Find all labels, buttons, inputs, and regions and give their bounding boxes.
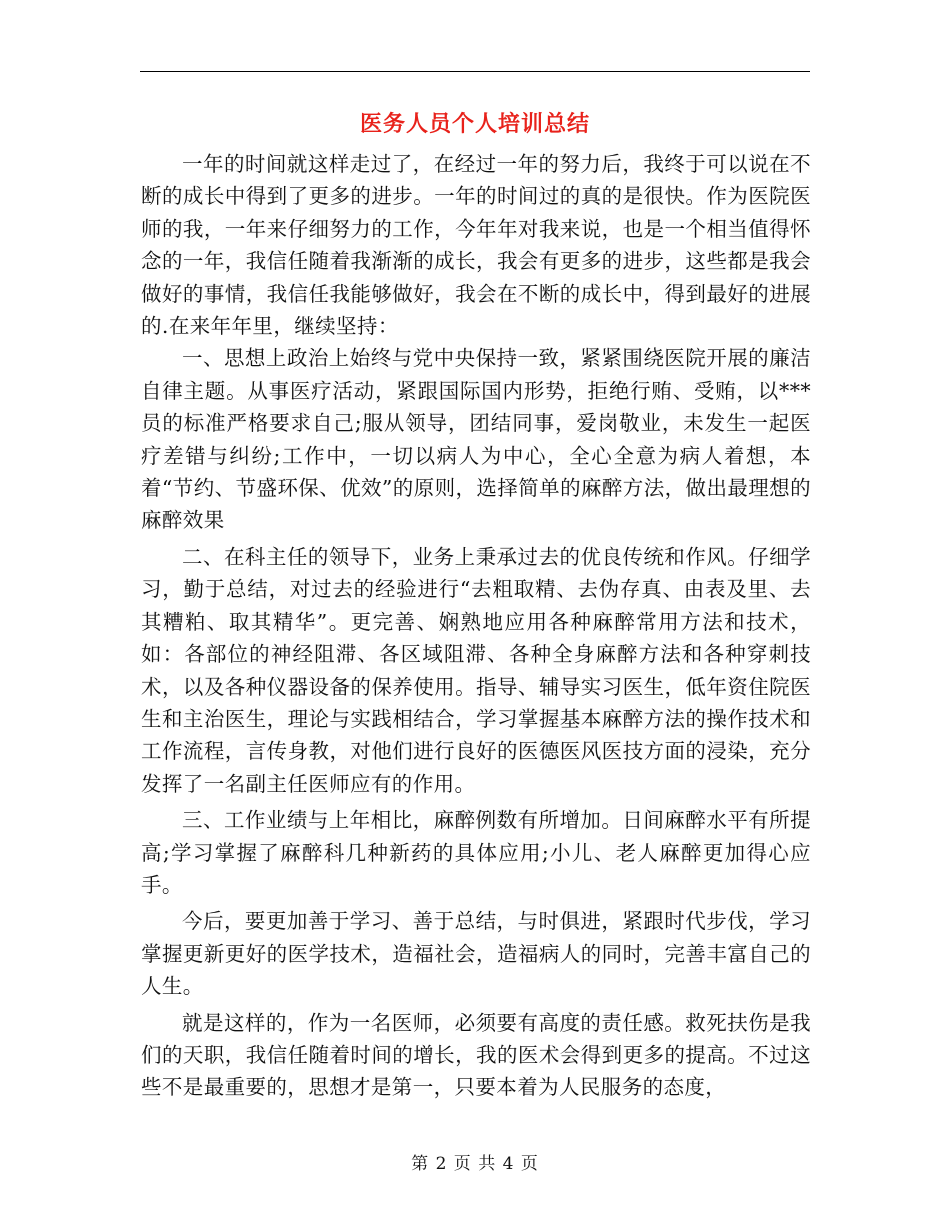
paragraph-point-3: 三、工作业绩与上年相比，麻醉例数有所增加。日间麻醉水平有所提高;学习掌握了麻醉科几种新药的具体应用;小儿、老人麻醉更加得心应手。 [141,808,811,897]
header-rule [140,71,810,72]
document-body [141,148,811,1104]
paragraph-point-1: 一、思想上政治上始终与党中央保持一致，紧紧围绕医院开展的廉洁自律主题。从事医疗活动，紧跟国际国内形势，拒绝行贿、受贿，以***员的标准严格要求自己;服从领导，团结同事，爱岗敬业，未发生一起医疗差错与纠纷;工作中，一切以病人为中心，全心全意为病人着想，本着“节约、节盛环保、优效”的原则，选择简单的麻醉方法，做出最理想的麻醉效果 [141,346,811,533]
paragraph-intro: 一年的时间就这样走过了，在经过一年的努力后，我终于可以说在不断的成长中得到了更多的进步。一年的时间过的真的是很快。作为医院医师的我，一年来仔细努力的工作，今年年对我来说，也是一个相当值得怀念的一年，我信任随着我渐渐的成长，我会有更多的进步，这些都是我会做好的事情，我信任我能够做好，我会在不断的成长中，得到最好的进展的.在来年年里，继续坚持： [141,152,811,339]
page-title: 医务人员个人培训总结 [359,111,590,137]
paragraph-point-2: 二、在科主任的领导下，业务上秉承过去的优良传统和作风。仔细学习，勤于总结，对过去的经验进行“去粗取精、去伪存真、由表及里、去其糟粕、取其精华”。更完善、娴熟地应用各种麻醉常用方法和技术，如：各部位的神经阻滞、各区域阻滞、各种全身麻醉方法和各种穿刺技术，以及各种仪器设备的保养使用。指导、辅导实习医生，低年资住院医生和主治医生，理论与实践相结合，学习掌握基本麻醉方法的操作技术和工作流程，言传身教，对他们进行良好的医德医风医技方面的浸染，充分发挥了一名副主任医师应有的作用。 [141,544,811,796]
paragraph-future: 今后，要更加善于学习、善于总结，与时俱进，紧跟时代步伐，学习掌握更新更好的医学技术，造福社会，造福病人的同时，完善丰富自己的人生。 [141,909,811,999]
page-number-footer: 第 2 页 共 4 页 [411,1154,539,1174]
paragraph-closing: 就是这样的，作为一名医师，必须要有高度的责任感。救死扶伤是我们的天职，我信任随着时间的增长，我的医术会得到更多的提高。不过这些不是最重要的，思想才是第一，只要本着为人民服务的态度， [141,1010,811,1100]
